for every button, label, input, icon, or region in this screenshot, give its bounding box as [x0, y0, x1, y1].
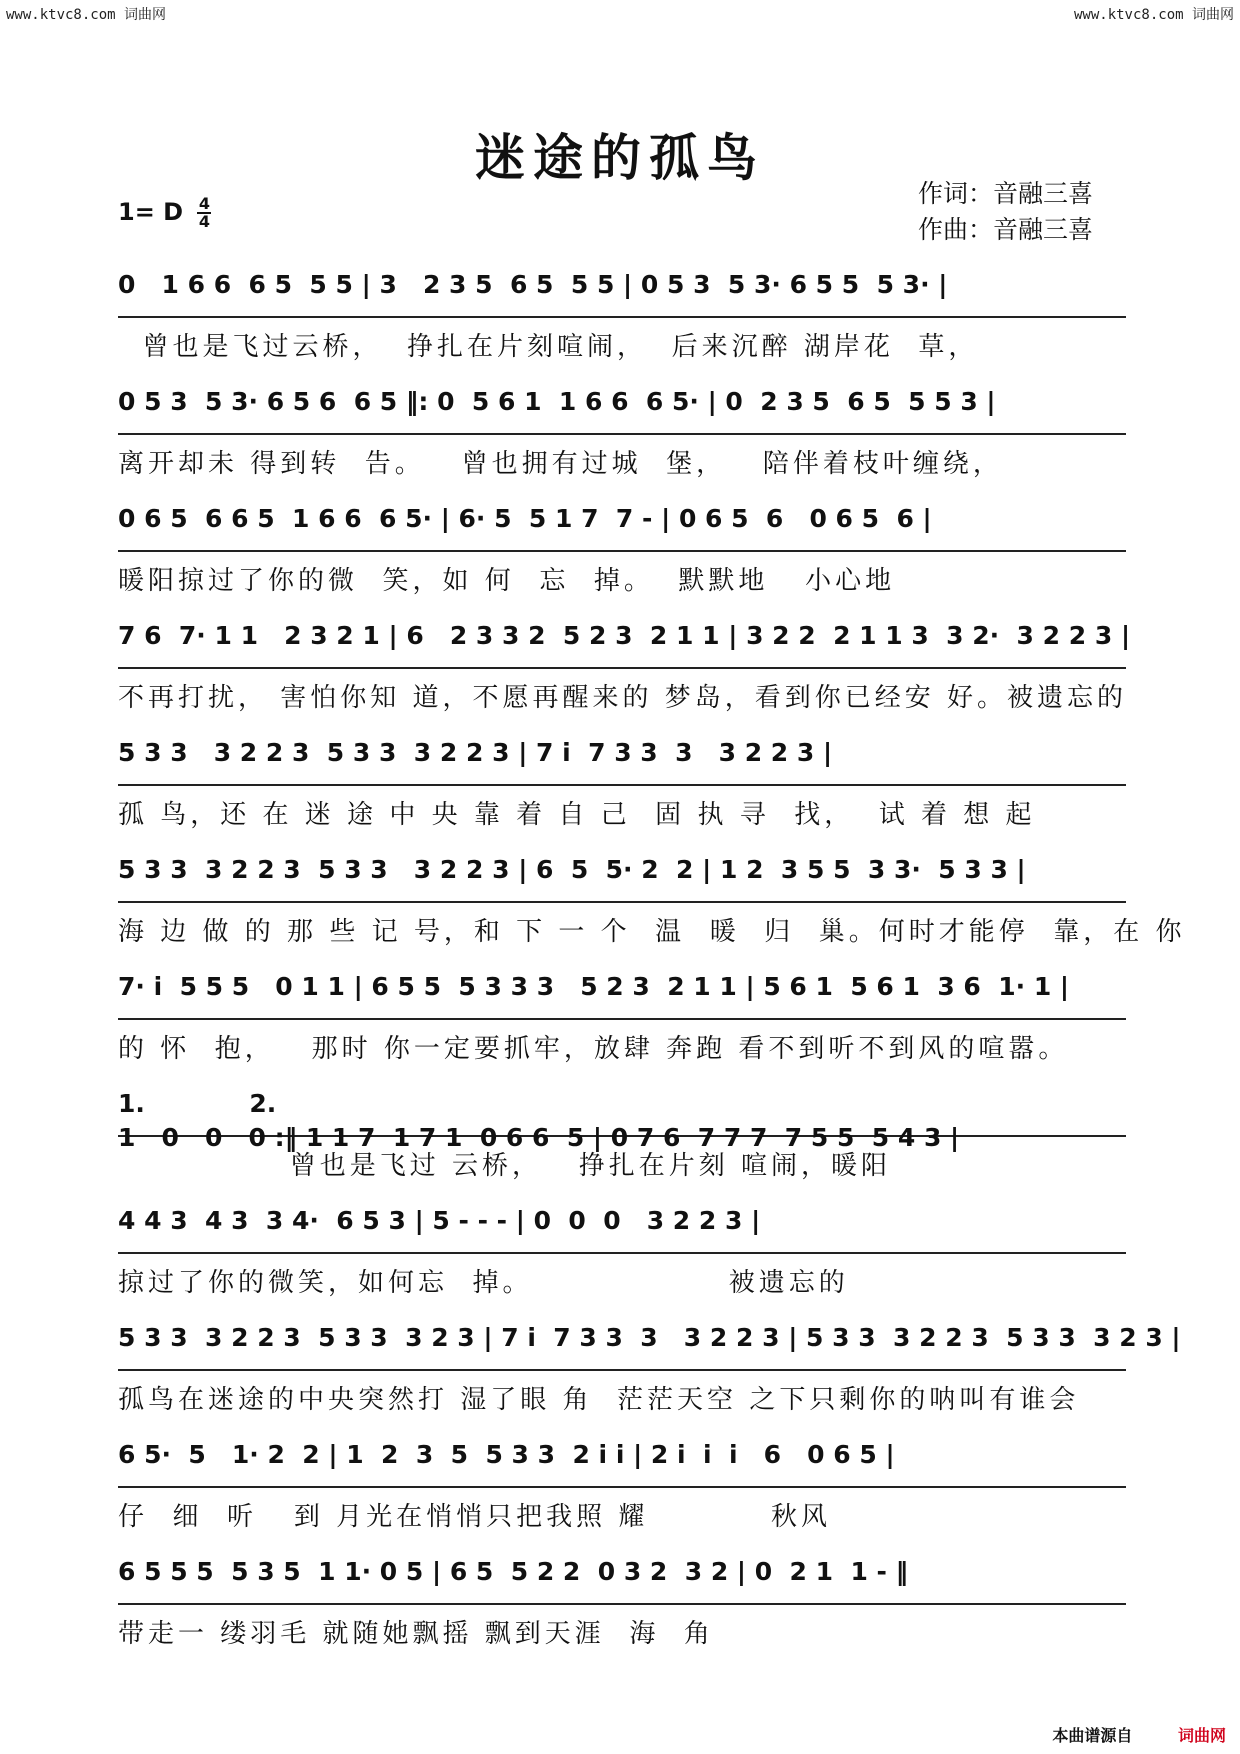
notes-line: 5 3 3 3 2 2 3 5 3 3 3 2 2 3 | 7 i 7 3 3 3 3 2 2 3 |	[118, 736, 1126, 786]
score-system-8	[118, 1087, 1126, 1204]
lyrics-line: 孤 鸟，还 在 迷 途 中 央 靠 着 自 己 固 执 寻 找， 试 着 想 起	[118, 800, 1036, 830]
lyrics-line: 海 边 做 的 那 些 记 号，和 下 一 个 温 暖 归 巢。何时才能停 靠，在 你	[118, 917, 1186, 947]
site-watermark-right: www.ktvc8.com 词曲网	[1073, 7, 1234, 23]
lyricist: 作词：音融三喜	[918, 179, 1094, 208]
lyrics-line: 暖阳掠过了你的微 笑，如 何 忘 掉。 默默地 小心地	[118, 566, 896, 596]
notes-line: 0 6 5 6 6 5 1 6 6 6 5· | 6· 5 5 1 7 7 - | 0 6 5 6 0 6 5 6 |	[118, 502, 1126, 552]
notes-line: 6 5 5 5 5 3 5 1 1· 0 5 | 6 5 5 2 2 0 3 2 3 2 | 0 2 1 1 - ‖	[118, 1555, 1126, 1605]
lyrics-line: 仔 细 听 到 月光在悄悄只把我照 耀 秋风	[118, 1502, 832, 1532]
score-system-3	[118, 502, 1126, 619]
notes-line: 5 3 3 3 2 2 3 5 3 3 3 2 3 | 7 i 7 3 3 3 3 2 2 3 | 5 3 3 3 2 2 3 5 3 3 3 2 3 |	[118, 1321, 1126, 1371]
time-bottom: 4	[198, 212, 211, 231]
notes-line: 7 6 7· 1 1 2 3 2 1 | 6 2 3 3 2 5 2 3 2 1 1 | 3 2 2 2 1 1 3 3 2· 3 2 2 3 |	[118, 619, 1126, 669]
time-signature	[197, 196, 211, 230]
song-title: 迷途的孤鸟	[475, 128, 765, 187]
lyrics-line: 的 怀 抱， 那时 你一定要抓牢，放肆 奔跑 看不到听不到风的喧嚣。	[118, 1034, 1069, 1064]
key-label: 1= D	[118, 198, 184, 226]
score-system-9	[118, 1204, 1126, 1321]
site-logo[interactable]: 词曲网	[1177, 1726, 1226, 1745]
lyrics-line: 曾也是飞过 云桥， 挣扎在片刻 喧闹，暖阳	[118, 1151, 892, 1181]
key-signature	[118, 196, 211, 230]
score-system-11	[118, 1438, 1126, 1555]
notes-line: 6 5· 5 1· 2 2 | 1 2 3 5 5 3 3 2 i i | 2 i i i 6 0 6 5 |	[118, 1438, 1126, 1488]
footer	[1052, 1723, 1226, 1746]
site-watermark-left: www.ktvc8.com 词曲网	[6, 7, 167, 23]
notes-line: 4 4 3 4 3 3 4· 6 5 3 | 5 - - - | 0 0 0 3 2 2 3 |	[118, 1204, 1126, 1254]
score	[118, 268, 1186, 1672]
notes-line: 1. 2. 1 0 0 0 :‖ 1 1 7 1 7 1 0 6 6 5 | 0 7 6 7 7 7 7 5 5 5 4 3 |	[118, 1087, 1126, 1137]
composer: 作曲：音融三喜	[918, 215, 1094, 244]
lyrics-line: 不再打扰， 害怕你知 道，不愿再醒来的 梦岛，看到你已经安 好。被遗忘的	[118, 683, 1128, 713]
score-system-7	[118, 970, 1126, 1087]
lyrics-line: 带走一 缕羽毛 就随她飘摇 飘到天涯 海 角	[118, 1619, 714, 1649]
notes-line: 5 3 3 3 2 2 3 5 3 3 3 2 2 3 | 6 5 5· 2 2 | 1 2 3 5 5 3 3· 5 3 3 |	[118, 853, 1126, 903]
time-top: 4	[198, 194, 211, 213]
source-note: 本曲谱源自	[1052, 1726, 1133, 1745]
lyrics-line: 曾也是飞过云桥， 挣扎在片刻喧闹， 后来沉醉 湖岸花 草，	[118, 332, 979, 362]
notes-line: 7· i 5 5 5 0 1 1 | 6 5 5 5 3 3 3 5 2 3 2 1 1 | 5 6 1 5 6 1 3 6 1· 1 |	[118, 970, 1126, 1020]
notes-line: 0 1 6 6 6 5 5 5 | 3 2 3 5 6 5 5 5 | 0 5 3 5 3· 6 5 5 5 3· |	[118, 268, 1126, 318]
score-system-4	[118, 619, 1131, 736]
score-system-6	[118, 853, 1186, 970]
score-system-5	[118, 736, 1126, 853]
lyrics-line: 孤鸟在迷途的中央突然打 湿了眼 角 茫茫天空 之下只剩你的呐叫有谁会	[118, 1385, 1080, 1415]
score-system-10	[118, 1321, 1181, 1438]
credits	[918, 176, 1093, 248]
lyrics-line: 掠过了你的微笑，如何忘 掉。 被遗忘的	[118, 1268, 849, 1298]
score-system-2	[118, 385, 1126, 502]
notes-line: 0 5 3 5 3· 6 5 6 6 5 ‖: 0 5 6 1 1 6 6 6 5· | 0 2 3 5 6 5 5 5 3 |	[118, 385, 1126, 435]
score-system-1	[118, 268, 1126, 385]
score-system-12	[118, 1555, 1126, 1672]
lyrics-line: 离开却未 得到转 告。 曾也拥有过城 堡， 陪伴着枝叶缠绕，	[118, 449, 1003, 479]
